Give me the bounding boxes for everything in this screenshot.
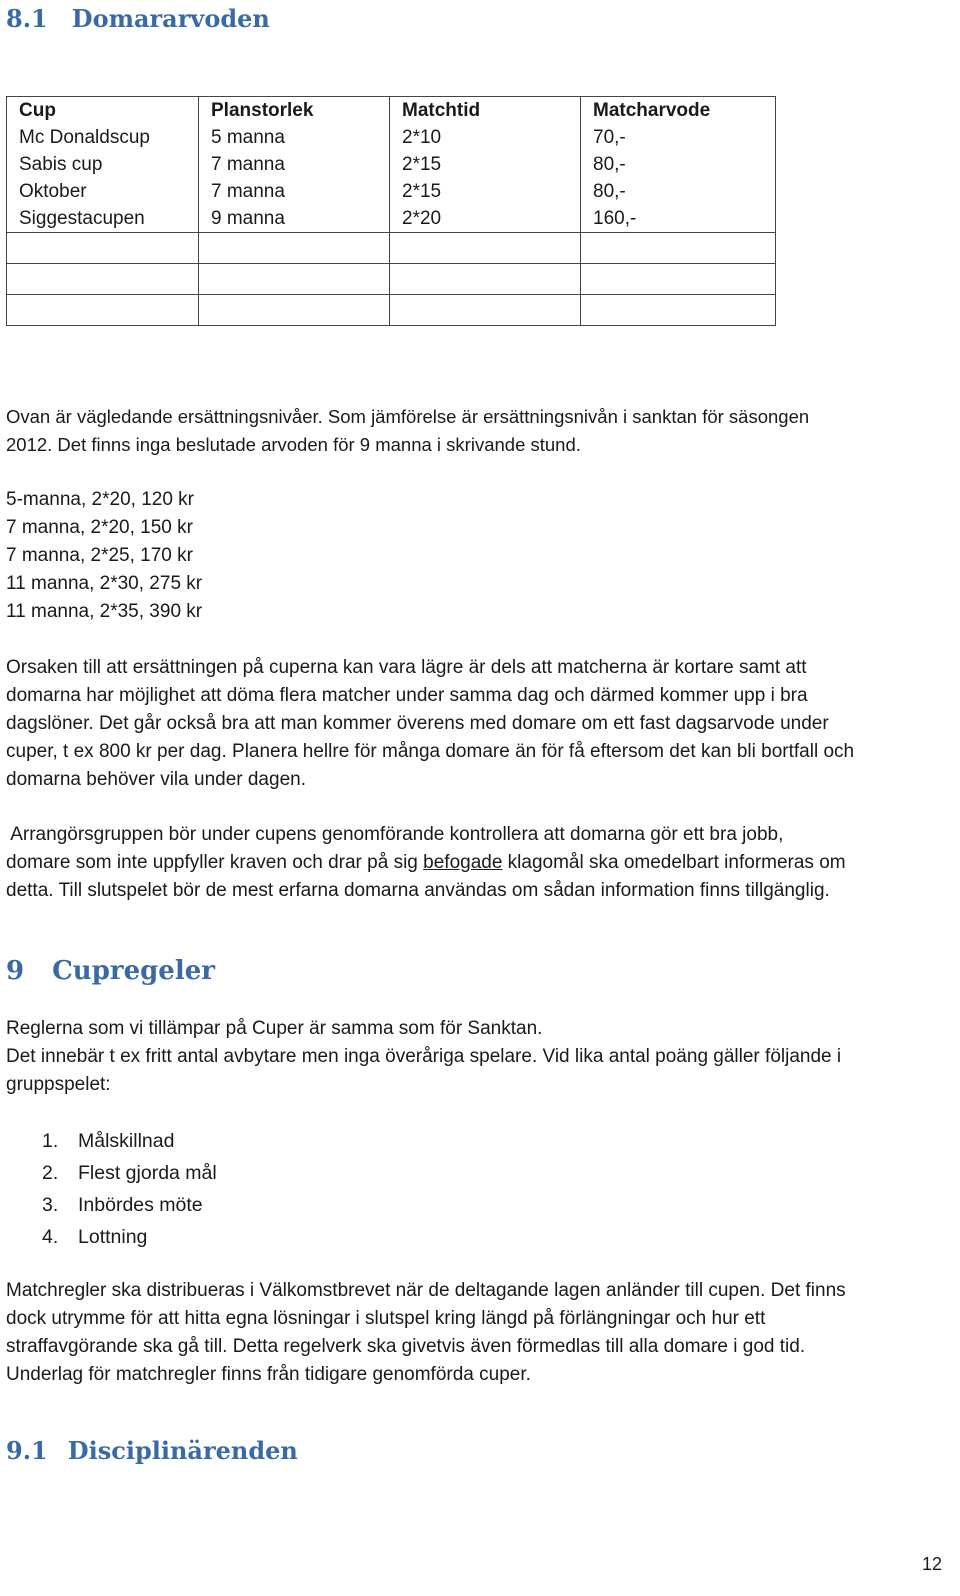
text-run: domare som inte uppfyller kraven och drar på sig: [6, 852, 424, 873]
paragraph-line: Ovan är vägledande ersättningsnivåer. Som jämförelse är ersättningsnivån i sanktan för säsongen: [6, 406, 810, 427]
table-cell: 7 manna: [199, 151, 390, 178]
table-cell: 160,-: [581, 205, 776, 233]
section-number: 9: [6, 956, 25, 986]
table-cell: Siggestacupen: [7, 205, 199, 233]
section-number: 9.1: [6, 1436, 48, 1465]
paragraph-line: Underlag för matchregler finns från tidigare genomförda cuper.: [6, 1364, 531, 1385]
paragraph-line: domarna behöver vila under dagen.: [6, 769, 306, 790]
paragraph-line: Det innebär t ex fritt antal avbytare men inga överåriga spelare. Vid lika antal poäng gäller följande i: [6, 1046, 842, 1067]
table-cell: 80,-: [581, 178, 776, 205]
paragraph-line: gruppspelet:: [6, 1074, 111, 1095]
section-number: 8.1: [6, 4, 48, 33]
section-8-1-heading: [6, 4, 270, 33]
table-empty-cell: [199, 233, 390, 264]
table-cell: Mc Donaldscup: [7, 124, 199, 151]
table-empty-row: [7, 295, 776, 326]
table-header-cell: Matcharvode: [581, 97, 776, 125]
table-empty-row: [7, 233, 776, 264]
list-item: [42, 1189, 217, 1221]
section-title: Cupregeler: [52, 956, 215, 986]
list-number: 3.: [42, 1194, 59, 1216]
paragraph-line: dock utrymme för att hitta egna lösningar i slutspel kring längd på förlängningar och hur ett: [6, 1308, 766, 1329]
rules-intro-paragraph: [6, 1015, 841, 1099]
table-empty-cell: [199, 264, 390, 295]
table-cell: 2*10: [390, 124, 581, 151]
paragraph-line: cuper, t ex 800 kr per dag. Planera hellre för många domare än för få eftersom det kan bli bortfall och: [6, 741, 855, 762]
list-item: [42, 1125, 217, 1157]
table-cell: Sabis cup: [7, 151, 199, 178]
rate-line: 7 manna, 2*20, 150 kr: [6, 517, 193, 538]
paragraph-line: detta. Till slutspelet bör de mest erfarna domarna användas om sådan information finns tillgänglig.: [6, 880, 830, 901]
paragraph-line: Matchregler ska distribueras i Välkomstbrevet när de deltagande lagen anländer till cupen. Det finns: [6, 1280, 846, 1301]
table-cell: 2*15: [390, 151, 581, 178]
paragraph-line: Orsaken till att ersättningen på cuperna kan vara lägre är dels att matcherna är kortare samt att: [6, 657, 807, 678]
table-cell: 7 manna: [199, 178, 390, 205]
table-header-row: [7, 97, 776, 125]
match-rules-paragraph: [6, 1277, 846, 1389]
table-empty-cell: [581, 295, 776, 326]
rate-line: 11 manna, 2*35, 390 kr: [6, 601, 203, 622]
section-title: Disciplinärenden: [67, 1436, 298, 1465]
section-9-heading: [6, 956, 215, 986]
list-number: 1.: [42, 1130, 59, 1152]
table-row: [7, 205, 776, 233]
paragraph-line: Arrangörsgruppen bör under cupens genomförande kontrollera att domarna gör ett bra jobb,: [6, 824, 784, 845]
table-cell: 9 manna: [199, 205, 390, 233]
page-number: 12: [921, 1554, 942, 1574]
rate-line: 5-manna, 2*20, 120 kr: [6, 489, 195, 510]
table-row: [7, 151, 776, 178]
table-header-cell: Planstorlek: [199, 97, 390, 125]
table-empty-cell: [581, 233, 776, 264]
paragraph-line: dagslöner. Det går också bra att man kommer överens med domare om ett fast dagsarvode under: [6, 713, 829, 734]
table-header-cell: Matchtid: [390, 97, 581, 125]
guidance-paragraph: [6, 403, 809, 459]
paragraph-line: domarna har möjlighet att döma flera matcher under samma dag och därmed kommer upp i bra: [6, 685, 808, 706]
table-row: [7, 124, 776, 151]
fee-table: [6, 96, 776, 326]
list-item: [42, 1157, 217, 1189]
paragraph-line: 2012. Det finns inga beslutade arvoden för 9 manna i skrivande stund.: [6, 434, 581, 455]
table-cell: Oktober: [7, 178, 199, 205]
table-cell: 2*20: [390, 205, 581, 233]
table-empty-cell: [199, 295, 390, 326]
tiebreaker-list: [42, 1125, 217, 1253]
table-cell: 5 manna: [199, 124, 390, 151]
list-text: Flest gjorda mål: [78, 1162, 217, 1184]
table-empty-row: [7, 264, 776, 295]
table-cell: 80,-: [581, 151, 776, 178]
table-empty-cell: [7, 233, 199, 264]
list-number: 2.: [42, 1162, 59, 1184]
section-9-1-heading: [6, 1436, 298, 1465]
section-title: Domararvoden: [71, 4, 270, 33]
text-run: klagomål ska omedelbart informeras om: [502, 852, 846, 873]
table-header-cell: Cup: [7, 97, 199, 125]
arrangor-paragraph: [6, 821, 846, 905]
table-empty-cell: [390, 295, 581, 326]
reason-paragraph: [6, 654, 854, 794]
table-cell: 70,-: [581, 124, 776, 151]
table-cell: 2*15: [390, 178, 581, 205]
rate-line: 7 manna, 2*25, 170 kr: [6, 545, 193, 566]
table-empty-cell: [7, 264, 199, 295]
list-text: Lottning: [78, 1226, 148, 1248]
list-text: Inbördes möte: [78, 1194, 203, 1216]
list-number: 4.: [42, 1226, 59, 1248]
list-item: [42, 1221, 217, 1253]
list-text: Målskillnad: [78, 1130, 175, 1152]
table-row: [7, 178, 776, 205]
paragraph-line: straffavgörande ska gå till. Detta regelverk ska givetvis även förmedlas till alla domare i god tid.: [6, 1336, 806, 1357]
paragraph-line: Reglerna som vi tillämpar på Cuper är samma som för Sanktan.: [6, 1018, 543, 1039]
underlined-word: befogade: [423, 852, 503, 873]
paragraph-line: [6, 849, 846, 877]
table-empty-cell: [7, 295, 199, 326]
table-empty-cell: [390, 233, 581, 264]
rate-line: 11 manna, 2*30, 275 kr: [6, 573, 203, 594]
sanktan-rates-list: [6, 486, 202, 626]
table-empty-cell: [581, 264, 776, 295]
table-empty-cell: [390, 264, 581, 295]
